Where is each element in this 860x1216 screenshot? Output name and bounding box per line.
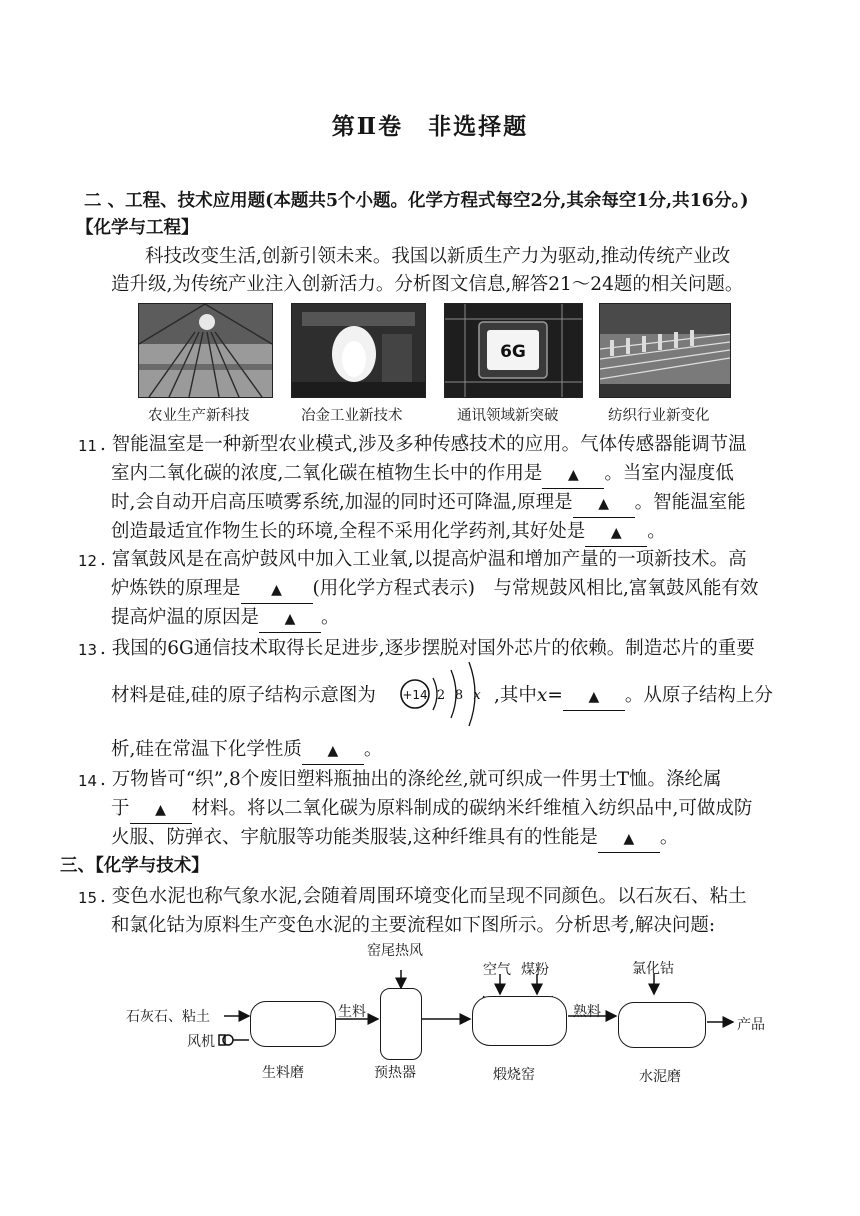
textile-photo	[599, 303, 731, 398]
atom-nucleus: +14	[402, 688, 428, 702]
greenhouse-photo	[138, 303, 273, 398]
air-label: 空气	[483, 962, 511, 978]
q13-line-2b: ,其中x= ▲ 。从原子结构上分	[494, 683, 773, 711]
chip-label: 6G	[500, 342, 526, 362]
silicon-atom-diagram	[395, 656, 495, 731]
cobalt-chloride-label: 氯化钴	[632, 961, 674, 977]
intro-line-2: 造升级,为传统产业注入创新活力。分析图文信息,解答21～24题的相关问题。	[111, 274, 744, 295]
part-title: 第Ⅱ卷 非选择题	[331, 113, 529, 140]
shell-3-electrons: x	[473, 688, 481, 703]
q13-number: 13	[78, 641, 98, 659]
photo-caption-telecom: 通讯领域新突破	[457, 408, 559, 424]
q12-answer-blank-2[interactable]: ▲	[259, 605, 321, 633]
flow-input-label: 石灰石、粘土	[126, 1009, 210, 1025]
furnace-photo	[291, 303, 426, 398]
q13-line-2a: 材料是硅,硅的原子结构示意图为	[111, 685, 376, 706]
section-2-heading: 二 、工程、技术应用题(本题共5个小题。化学方程式每空2分,其余每空1分,共16分。)	[84, 191, 749, 211]
q15-line-1: . 变色水泥也称气象水泥,会随着周围环境变化而呈现不同颜色。以石灰石、粘土	[100, 886, 747, 907]
cement-mill-label: 水泥磨	[639, 1069, 681, 1085]
q14-line-3: 火服、防弹衣、宇航服等功能类服装,这种纤维具有的性能是 ▲ 。	[111, 825, 678, 853]
raw-material-label: 生料	[338, 1004, 366, 1020]
coal-powder-label: 煤粉	[521, 962, 549, 978]
q13-line-1: . 我国的6G通信技术取得长足进步,逐步摆脱对国外芯片的依赖。制造芯片的重要	[100, 638, 755, 659]
q11-answer-blank-2[interactable]: ▲	[573, 490, 635, 518]
q12-number: 12	[78, 552, 98, 570]
preheater-box	[380, 988, 422, 1060]
q13-line-3: 析,硅在常温下化学性质 ▲ 。	[111, 737, 382, 765]
photo-caption-metallurgy: 冶金工业新技术	[301, 408, 403, 424]
q11-answer-blank-1[interactable]: ▲	[542, 461, 604, 489]
q11-line-4: 创造最适宜作物生长的环境,全程不采用化学药剂,其好处是 ▲ 。	[111, 519, 666, 547]
preheater-label: 预热器	[374, 1065, 416, 1081]
q12-answer-blank-1[interactable]: ▲	[241, 576, 313, 604]
photo-caption-agriculture: 农业生产新科技	[148, 408, 250, 424]
q11-line-2: 室内二氧化碳的浓度,二氧化碳在植物生长中的作用是 ▲ 。当室内湿度低	[111, 461, 734, 489]
section-2-subheading: 【化学与工程】	[76, 218, 199, 238]
q11-answer-blank-3[interactable]: ▲	[585, 519, 647, 547]
q14-line-2: 于 ▲ 材料。将以二氧化碳为原料制成的碳纳米纤维植入纺织品中,可做成防	[111, 796, 752, 824]
q15-number: 15	[78, 889, 98, 907]
chip-photo	[444, 303, 583, 398]
shell-2-electrons: 8	[454, 688, 464, 703]
q14-answer-blank-2[interactable]: ▲	[598, 825, 660, 853]
raw-mill-box	[250, 1001, 336, 1047]
product-label: 产品	[737, 1017, 765, 1033]
kiln-label: 煅烧窑	[493, 1067, 535, 1083]
q12-line-1: . 富氧鼓风是在高炉鼓风中加入工业氧,以提高炉温和增加产量的一项新技术。高	[100, 549, 747, 570]
raw-mill-label: 生料磨	[262, 1065, 304, 1081]
kiln-box	[472, 996, 567, 1046]
q12-line-3: 提高炉温的原因是 ▲ 。	[111, 605, 340, 633]
q13-answer-blank-2[interactable]: ▲	[302, 737, 364, 765]
q11-number: 11	[78, 437, 98, 455]
cement-mill-box	[618, 1002, 706, 1048]
q14-answer-blank-1[interactable]: ▲	[130, 796, 192, 824]
q14-line-1: . 万物皆可“织”,8个废旧塑料瓶抽出的涤纶丝,就可织成一件男士T恤。涤纶属	[100, 769, 722, 790]
q14-number: 14	[78, 772, 98, 790]
clinker-label: 熟料	[573, 1004, 601, 1020]
q11-line-3: 时,会自动开启高压喷雾系统,加湿的同时还可降温,原理是 ▲ 。智能温室能	[111, 490, 746, 518]
intro-line-1: 科技改变生活,创新引领未来。我国以新质生产力为驱动,推动传统产业改	[145, 246, 731, 267]
q12-line-2: 炉炼铁的原理是 ▲ (用化学方程式表示) 与常规鼓风相比,富氧鼓风能有效	[111, 576, 758, 604]
q13-answer-blank-1[interactable]: ▲	[563, 683, 625, 711]
kiln-exhaust-label: 窑尾热风	[367, 943, 423, 959]
section-3-heading: 三、【化学与技术】	[60, 856, 209, 876]
photo-caption-textile: 纺织行业新变化	[608, 408, 710, 424]
q15-line-2: 和氯化钴为原料生产变色水泥的主要流程如下图所示。分析思考,解决问题:	[111, 915, 716, 936]
shell-1-electrons: 2	[436, 688, 446, 703]
fan-label: 风机	[187, 1034, 215, 1050]
q11-line-1: . 智能温室是一种新型农业模式,涉及多种传感技术的应用。气体传感器能调节温	[100, 434, 747, 455]
